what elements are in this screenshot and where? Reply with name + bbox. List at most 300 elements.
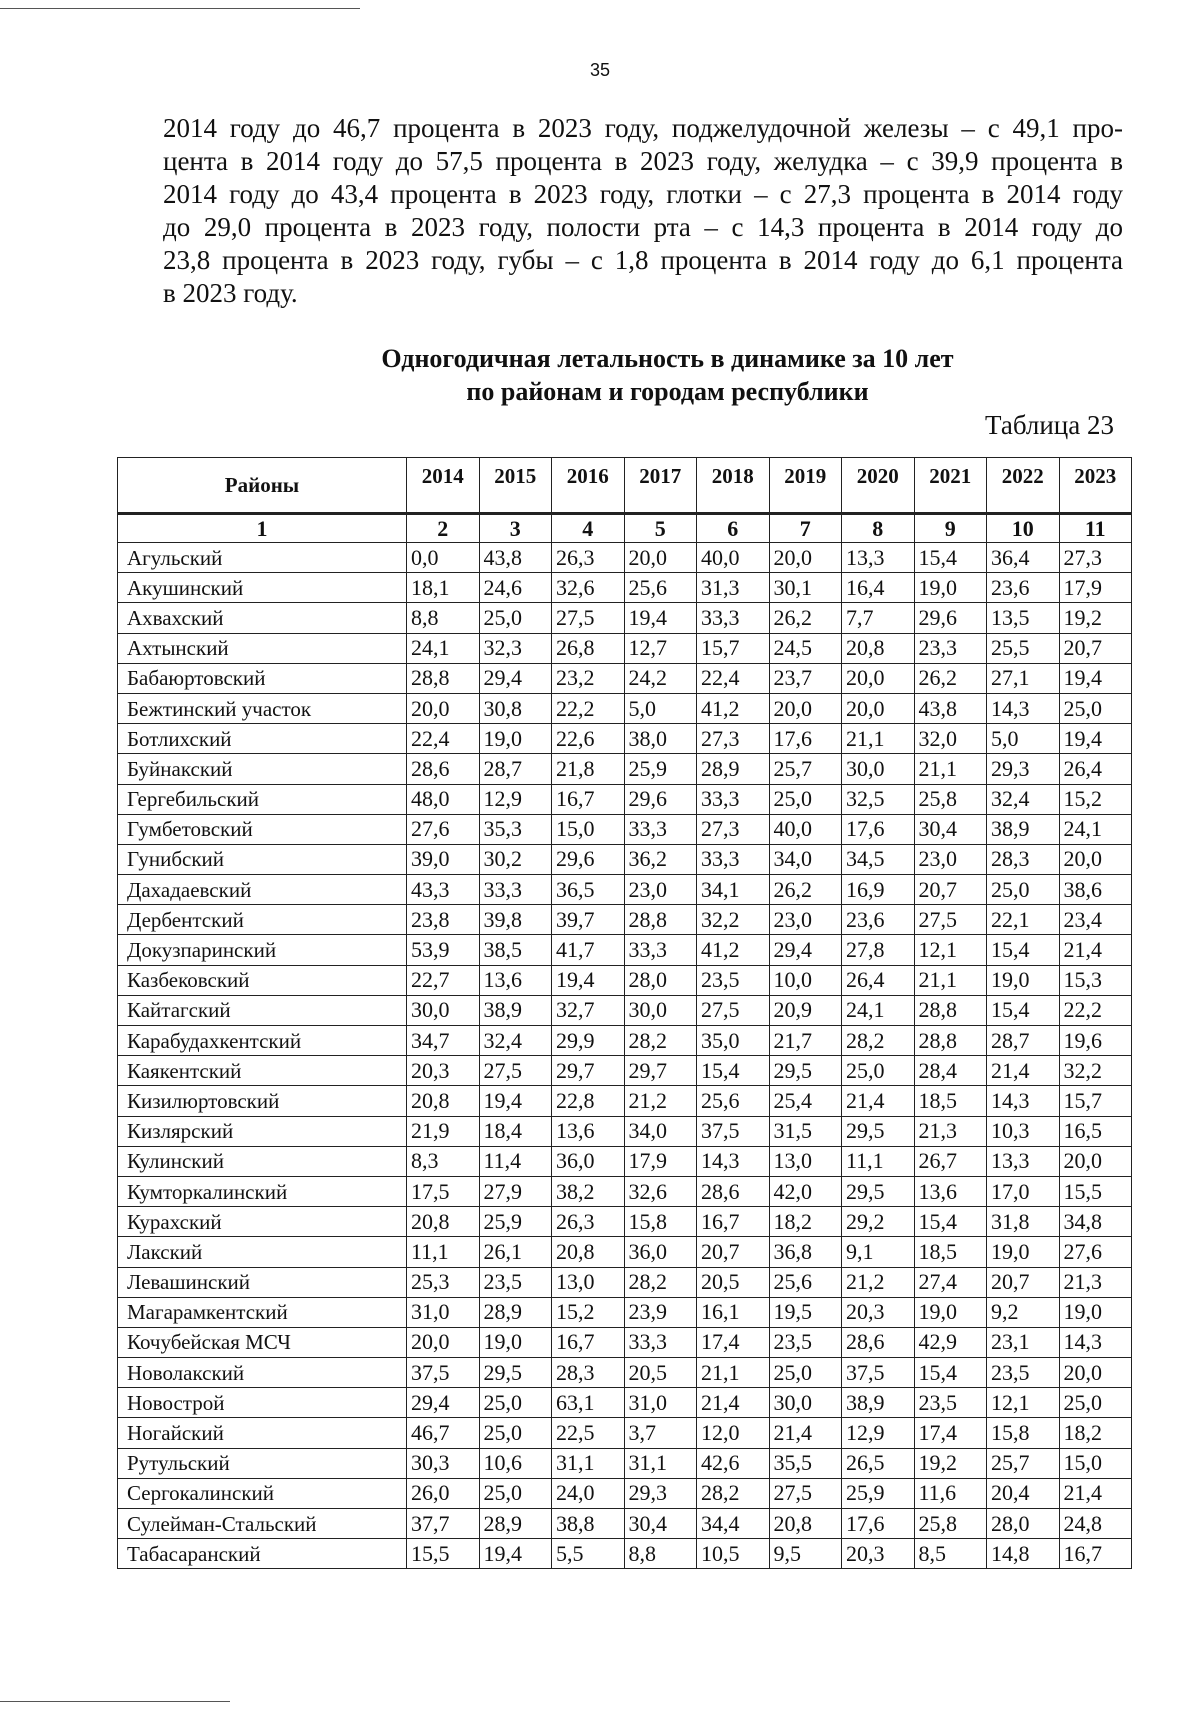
lethality-value: 15,4: [987, 995, 1060, 1025]
table-row: [118, 1267, 1132, 1297]
lethality-value: 24,5: [769, 633, 842, 663]
header-year: 2022: [987, 458, 1060, 514]
lethality-value: 13,0: [552, 1267, 625, 1297]
lethality-value: 25,4: [769, 1086, 842, 1116]
table-row: [118, 1327, 1132, 1357]
table-row: [118, 995, 1132, 1025]
lethality-value: 22,2: [1059, 995, 1132, 1025]
lethality-value: 31,5: [769, 1116, 842, 1146]
lethality-value: 11,4: [479, 1146, 552, 1176]
lethality-value: 26,2: [769, 875, 842, 905]
table-row: [118, 1509, 1132, 1539]
lethality-value: 16,7: [1059, 1539, 1132, 1569]
lethality-value: 29,5: [842, 1176, 915, 1206]
lethality-value: 28,7: [987, 1026, 1060, 1056]
lethality-value: 23,5: [769, 1327, 842, 1357]
district-name: Ахвахский: [118, 603, 407, 633]
lethality-value: 22,6: [552, 724, 625, 754]
lethality-value: 22,8: [552, 1086, 625, 1116]
lethality-value: 19,4: [552, 965, 625, 995]
district-name: Буйнакский: [118, 754, 407, 784]
lethality-value: 41,7: [552, 935, 625, 965]
lethality-value: 21,7: [769, 1026, 842, 1056]
lethality-value: 41,2: [697, 935, 770, 965]
district-name: Лакский: [118, 1237, 407, 1267]
district-name: Курахский: [118, 1207, 407, 1237]
lethality-value: 31,0: [624, 1388, 697, 1418]
lethality-value: 21,2: [842, 1267, 915, 1297]
header-district: Районы: [118, 458, 407, 514]
lethality-value: 18,5: [914, 1237, 987, 1267]
lethality-value: 36,4: [987, 543, 1060, 573]
lethality-value: 19,4: [1059, 663, 1132, 693]
lethality-value: 41,2: [697, 693, 770, 723]
header-year: 2023: [1059, 458, 1132, 514]
column-number: 1: [118, 514, 407, 543]
lethality-value: 17,6: [769, 724, 842, 754]
lethality-value: 30,4: [624, 1509, 697, 1539]
district-name: Гергебильский: [118, 784, 407, 814]
lethality-value: 15,4: [914, 1207, 987, 1237]
lethality-value: 28,8: [914, 995, 987, 1025]
district-name: Кумторкалинский: [118, 1176, 407, 1206]
lethality-value: 21,4: [769, 1418, 842, 1448]
lethality-value: 21,1: [697, 1358, 770, 1388]
lethality-value: 20,3: [842, 1539, 915, 1569]
lethality-value: 16,7: [552, 784, 625, 814]
lethality-value: 23,5: [987, 1358, 1060, 1388]
intro-line: цента в 2014 году до 57,5 процента в 2023 году, желудка – с 39,9 процента в: [163, 146, 1123, 176]
lethality-value: 17,9: [1059, 573, 1132, 603]
district-name: Ахтынский: [118, 633, 407, 663]
district-name: Кайтагский: [118, 995, 407, 1025]
lethality-value: 32,6: [552, 573, 625, 603]
intro-paragraph: [163, 112, 1123, 310]
lethality-value: 26,4: [1059, 754, 1132, 784]
district-name: Дахадаевский: [118, 875, 407, 905]
lethality-value: 13,6: [914, 1176, 987, 1206]
lethality-value: 24,1: [407, 633, 480, 663]
lethality-value: 16,4: [842, 573, 915, 603]
lethality-value: 19,5: [769, 1297, 842, 1327]
lethality-value: 12,9: [479, 784, 552, 814]
lethality-value: 21,4: [697, 1388, 770, 1418]
lethality-value: 20,0: [1059, 1358, 1132, 1388]
lethality-value: 28,2: [624, 1026, 697, 1056]
lethality-value: 20,8: [842, 633, 915, 663]
table-row: [118, 693, 1132, 723]
district-name: Казбековский: [118, 965, 407, 995]
table-row: [118, 1146, 1132, 1176]
lethality-value: 30,4: [914, 814, 987, 844]
lethality-value: 21,3: [914, 1116, 987, 1146]
lethality-value: 43,8: [479, 543, 552, 573]
table-row: [118, 1086, 1132, 1116]
lethality-value: 35,3: [479, 814, 552, 844]
lethality-value: 15,5: [407, 1539, 480, 1569]
lethality-value: 36,5: [552, 875, 625, 905]
lethality-value: 15,2: [1059, 784, 1132, 814]
lethality-value: 15,4: [914, 1358, 987, 1388]
lethality-value: 19,2: [1059, 603, 1132, 633]
lethality-value: 27,5: [769, 1478, 842, 1508]
column-number: 8: [842, 514, 915, 543]
district-name: Кулинский: [118, 1146, 407, 1176]
lethality-value: 32,5: [842, 784, 915, 814]
lethality-value: 21,8: [552, 754, 625, 784]
lethality-value: 12,1: [914, 935, 987, 965]
district-name: Акушинский: [118, 573, 407, 603]
lethality-value: 19,0: [914, 1297, 987, 1327]
lethality-value: 16,7: [552, 1327, 625, 1357]
lethality-value: 29,7: [552, 1056, 625, 1086]
column-number: 4: [552, 514, 625, 543]
lethality-value: 30,0: [769, 1388, 842, 1418]
lethality-value: 8,8: [407, 603, 480, 633]
district-name: Карабудахкентский: [118, 1026, 407, 1056]
table-row: [118, 603, 1132, 633]
lethality-value: 27,3: [697, 814, 770, 844]
lethality-value: 27,5: [479, 1056, 552, 1086]
lethality-value: 36,0: [624, 1237, 697, 1267]
table-row: [118, 1358, 1132, 1388]
lethality-value: 20,5: [624, 1358, 697, 1388]
lethality-value: 29,4: [769, 935, 842, 965]
lethality-value: 15,8: [987, 1418, 1060, 1448]
district-name: Новолакский: [118, 1358, 407, 1388]
lethality-value: 20,8: [407, 1207, 480, 1237]
lethality-value: 25,9: [479, 1207, 552, 1237]
table-title-line: Одногодичная летальность в динамике за 10 лет: [381, 344, 954, 373]
lethality-value: 30,3: [407, 1448, 480, 1478]
lethality-value: 33,3: [624, 1327, 697, 1357]
lethality-value: 31,3: [697, 573, 770, 603]
lethality-value: 23,6: [987, 573, 1060, 603]
header-year: 2021: [914, 458, 987, 514]
lethality-value: 19,0: [479, 1327, 552, 1357]
lethality-value: 14,8: [987, 1539, 1060, 1569]
lethality-value: 23,2: [552, 663, 625, 693]
lethality-value: 32,7: [552, 995, 625, 1025]
lethality-value: 26,8: [552, 633, 625, 663]
lethality-value: 39,8: [479, 905, 552, 935]
lethality-value: 20,4: [987, 1478, 1060, 1508]
lethality-value: 24,6: [479, 573, 552, 603]
lethality-value: 26,3: [552, 543, 625, 573]
lethality-value: 14,3: [1059, 1327, 1132, 1357]
lethality-value: 30,0: [624, 995, 697, 1025]
lethality-value: 33,3: [697, 784, 770, 814]
lethality-value: 15,4: [914, 543, 987, 573]
column-number-row: [118, 514, 1132, 543]
lethality-value: 34,8: [1059, 1207, 1132, 1237]
header-year: 2018: [697, 458, 770, 514]
lethality-value: 24,0: [552, 1478, 625, 1508]
lethality-value: 26,5: [842, 1448, 915, 1478]
lethality-value: 25,7: [769, 754, 842, 784]
lethality-value: 20,7: [987, 1267, 1060, 1297]
lethality-value: 32,0: [914, 724, 987, 754]
lethality-value: 29,5: [769, 1056, 842, 1086]
lethality-value: 5,5: [552, 1539, 625, 1569]
lethality-value: 40,0: [769, 814, 842, 844]
lethality-value: 5,0: [987, 724, 1060, 754]
lethality-value: 15,3: [1059, 965, 1132, 995]
lethality-value: 32,6: [624, 1176, 697, 1206]
lethality-value: 25,0: [842, 1056, 915, 1086]
lethality-value: 30,8: [479, 693, 552, 723]
lethality-value: 33,3: [697, 603, 770, 633]
lethality-value: 28,8: [624, 905, 697, 935]
lethality-value: 46,7: [407, 1418, 480, 1448]
column-number: 6: [697, 514, 770, 543]
lethality-value: 20,8: [407, 1086, 480, 1116]
lethality-value: 53,9: [407, 935, 480, 965]
lethality-value: 33,3: [624, 935, 697, 965]
lethality-value: 10,0: [769, 965, 842, 995]
lethality-value: 28,0: [987, 1509, 1060, 1539]
lethality-value: 0,0: [407, 543, 480, 573]
lethality-value: 18,2: [1059, 1418, 1132, 1448]
lethality-value: 12,0: [697, 1418, 770, 1448]
table-row: [118, 1176, 1132, 1206]
lethality-value: 15,8: [624, 1207, 697, 1237]
district-name: Ботлихский: [118, 724, 407, 754]
top-rule: [0, 8, 360, 9]
table-label: Таблица 23: [985, 410, 1114, 440]
lethality-value: 25,0: [1059, 693, 1132, 723]
lethality-value: 36,0: [552, 1146, 625, 1176]
lethality-value: 34,0: [624, 1116, 697, 1146]
table-row: [118, 543, 1132, 573]
lethality-value: 63,1: [552, 1388, 625, 1418]
lethality-value: 20,3: [407, 1056, 480, 1086]
lethality-value: 16,1: [697, 1297, 770, 1327]
mortality-table: [117, 457, 1132, 1569]
lethality-value: 16,9: [842, 875, 915, 905]
lethality-value: 23,9: [624, 1297, 697, 1327]
table-row: [118, 875, 1132, 905]
lethality-value: 38,5: [479, 935, 552, 965]
lethality-value: 28,0: [624, 965, 697, 995]
district-name: Кизилюртовский: [118, 1086, 407, 1116]
table-row: [118, 633, 1132, 663]
lethality-value: 25,0: [1059, 1388, 1132, 1418]
lethality-value: 20,7: [914, 875, 987, 905]
lethality-value: 8,8: [624, 1539, 697, 1569]
table-row: [118, 724, 1132, 754]
table-row: [118, 1237, 1132, 1267]
lethality-value: 17,6: [842, 814, 915, 844]
lethality-value: 21,1: [914, 965, 987, 995]
lethality-value: 20,5: [697, 1267, 770, 1297]
column-number: 10: [987, 514, 1060, 543]
lethality-value: 11,6: [914, 1478, 987, 1508]
table-row: [118, 1297, 1132, 1327]
lethality-value: 14,3: [697, 1146, 770, 1176]
header-year: 2019: [769, 458, 842, 514]
lethality-value: 25,6: [624, 573, 697, 603]
lethality-value: 28,2: [697, 1478, 770, 1508]
lethality-value: 3,7: [624, 1418, 697, 1448]
table-header-row: [118, 458, 1132, 514]
lethality-value: 40,0: [697, 543, 770, 573]
lethality-value: 23,6: [842, 905, 915, 935]
lethality-value: 21,4: [1059, 1478, 1132, 1508]
lethality-value: 13,6: [479, 965, 552, 995]
lethality-value: 38,9: [987, 814, 1060, 844]
lethality-value: 38,6: [1059, 875, 1132, 905]
lethality-value: 21,1: [914, 754, 987, 784]
lethality-value: 27,3: [697, 724, 770, 754]
lethality-value: 25,0: [479, 603, 552, 633]
lethality-value: 19,6: [1059, 1026, 1132, 1056]
lethality-value: 39,0: [407, 844, 480, 874]
lethality-value: 29,4: [479, 663, 552, 693]
lethality-value: 21,4: [987, 1056, 1060, 1086]
lethality-value: 23,5: [479, 1267, 552, 1297]
lethality-value: 37,7: [407, 1509, 480, 1539]
lethality-value: 27,1: [987, 663, 1060, 693]
lethality-value: 42,0: [769, 1176, 842, 1206]
table-row: [118, 1056, 1132, 1086]
lethality-value: 13,5: [987, 603, 1060, 633]
lethality-value: 14,3: [987, 693, 1060, 723]
lethality-value: 19,4: [479, 1086, 552, 1116]
lethality-value: 27,8: [842, 935, 915, 965]
lethality-value: 8,5: [914, 1539, 987, 1569]
lethality-value: 27,5: [914, 905, 987, 935]
lethality-value: 22,4: [407, 724, 480, 754]
lethality-value: 31,1: [552, 1448, 625, 1478]
lethality-value: 15,0: [1059, 1448, 1132, 1478]
district-name: Табасаранский: [118, 1539, 407, 1569]
lethality-value: 25,0: [987, 875, 1060, 905]
lethality-value: 20,0: [769, 693, 842, 723]
lethality-value: 19,4: [479, 1539, 552, 1569]
lethality-value: 25,0: [769, 784, 842, 814]
district-name: Новострой: [118, 1388, 407, 1418]
lethality-value: 18,1: [407, 573, 480, 603]
intro-line: 2014 году до 46,7 процента в 2023 году, поджелудочной железы – с 49,1 про-: [163, 113, 1123, 143]
column-number: 3: [479, 514, 552, 543]
lethality-value: 28,3: [552, 1358, 625, 1388]
table-row: [118, 935, 1132, 965]
lethality-value: 35,0: [697, 1026, 770, 1056]
lethality-value: 17,4: [697, 1327, 770, 1357]
lethality-value: 38,2: [552, 1176, 625, 1206]
lethality-value: 27,4: [914, 1267, 987, 1297]
lethality-value: 15,4: [987, 935, 1060, 965]
lethality-value: 25,8: [914, 784, 987, 814]
lethality-value: 9,2: [987, 1297, 1060, 1327]
lethality-value: 29,3: [987, 754, 1060, 784]
lethality-value: 7,7: [842, 603, 915, 633]
lethality-value: 10,5: [697, 1539, 770, 1569]
lethality-value: 32,2: [1059, 1056, 1132, 1086]
district-name: Гунибский: [118, 844, 407, 874]
lethality-value: 37,5: [842, 1358, 915, 1388]
lethality-value: 19,0: [479, 724, 552, 754]
lethality-value: 19,0: [987, 1237, 1060, 1267]
lethality-value: 36,8: [769, 1237, 842, 1267]
intro-line: в 2023 году.: [163, 278, 298, 308]
table-row: [118, 784, 1132, 814]
lethality-value: 21,2: [624, 1086, 697, 1116]
lethality-value: 19,4: [624, 603, 697, 633]
lethality-value: 31,1: [624, 1448, 697, 1478]
lethality-value: 29,6: [552, 844, 625, 874]
lethality-value: 28,9: [479, 1509, 552, 1539]
lethality-value: 32,2: [697, 905, 770, 935]
header-year: 2015: [479, 458, 552, 514]
lethality-value: 26,4: [842, 965, 915, 995]
lethality-value: 22,2: [552, 693, 625, 723]
lethality-value: 13,0: [769, 1146, 842, 1176]
column-number: 11: [1059, 514, 1132, 543]
header-year: 2016: [552, 458, 625, 514]
lethality-value: 13,3: [842, 543, 915, 573]
district-name: Кочубейская МСЧ: [118, 1327, 407, 1357]
lethality-value: 38,9: [479, 995, 552, 1025]
lethality-value: 29,5: [479, 1358, 552, 1388]
lethality-value: 19,0: [1059, 1297, 1132, 1327]
lethality-value: 25,0: [479, 1478, 552, 1508]
lethality-value: 30,0: [842, 754, 915, 784]
lethality-value: 30,2: [479, 844, 552, 874]
lethality-value: 20,8: [552, 1237, 625, 1267]
lethality-value: 20,3: [842, 1297, 915, 1327]
lethality-value: 23,5: [914, 1388, 987, 1418]
lethality-value: 21,9: [407, 1116, 480, 1146]
lethality-value: 31,0: [407, 1297, 480, 1327]
lethality-value: 22,5: [552, 1418, 625, 1448]
lethality-value: 43,3: [407, 875, 480, 905]
header-year: 2017: [624, 458, 697, 514]
lethality-value: 20,8: [769, 1509, 842, 1539]
lethality-value: 11,1: [842, 1146, 915, 1176]
lethality-value: 20,7: [1059, 633, 1132, 663]
lethality-value: 42,6: [697, 1448, 770, 1478]
lethality-value: 25,8: [914, 1509, 987, 1539]
lethality-value: 28,7: [479, 754, 552, 784]
lethality-value: 9,1: [842, 1237, 915, 1267]
lethality-value: 20,0: [407, 1327, 480, 1357]
lethality-value: 20,0: [769, 543, 842, 573]
lethality-value: 19,0: [914, 573, 987, 603]
table-row: [118, 663, 1132, 693]
lethality-value: 29,3: [624, 1478, 697, 1508]
lethality-value: 29,7: [624, 1056, 697, 1086]
lethality-value: 16,7: [697, 1207, 770, 1237]
lethality-value: 24,2: [624, 663, 697, 693]
lethality-value: 13,6: [552, 1116, 625, 1146]
lethality-value: 17,6: [842, 1509, 915, 1539]
lethality-value: 48,0: [407, 784, 480, 814]
lethality-value: 34,0: [769, 844, 842, 874]
district-name: Рутульский: [118, 1448, 407, 1478]
lethality-value: 10,3: [987, 1116, 1060, 1146]
lethality-value: 24,1: [842, 995, 915, 1025]
page-number: 35: [589, 60, 611, 80]
lethality-value: 28,8: [914, 1026, 987, 1056]
lethality-value: 32,3: [479, 633, 552, 663]
lethality-value: 22,7: [407, 965, 480, 995]
district-name: Бежтинский участок: [118, 693, 407, 723]
column-number: 5: [624, 514, 697, 543]
lethality-value: 25,5: [987, 633, 1060, 663]
lethality-value: 9,5: [769, 1539, 842, 1569]
